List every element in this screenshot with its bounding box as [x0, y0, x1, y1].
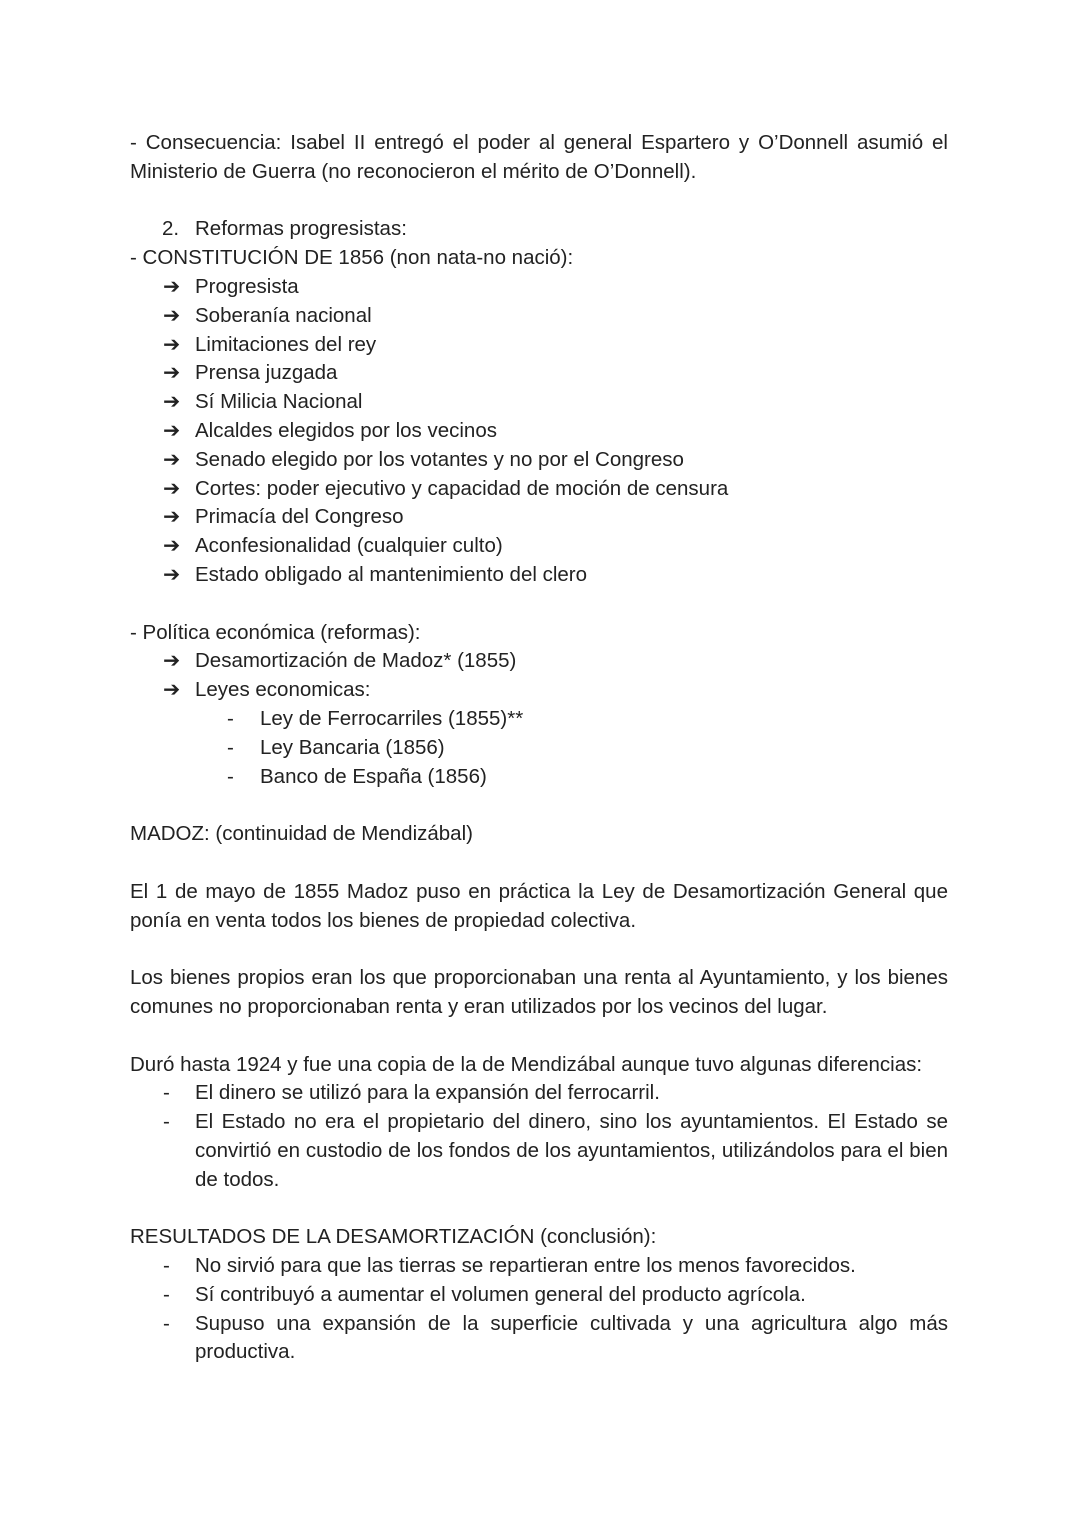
arrow-icon: ➔: [163, 562, 181, 586]
spacer: [130, 935, 948, 964]
list-item-text: No sirvió para que las tierras se repartieran entre los menos favorecidos.: [195, 1254, 856, 1278]
list-item: [130, 561, 948, 590]
list-item: [130, 359, 948, 388]
spacer: [130, 791, 948, 820]
economic-policy-heading: - Política económica (reformas):: [130, 620, 421, 644]
dash-bullet: -: [227, 764, 234, 788]
list-item-text: Limitaciones del rey: [195, 332, 377, 356]
dash-bullet: -: [163, 1254, 170, 1278]
list-item-text: Estado obligado al mantenimiento del clero: [195, 562, 588, 586]
section-title: Reformas progresistas:: [195, 217, 407, 241]
arrow-icon: ➔: [163, 534, 181, 558]
list-item: [130, 1108, 948, 1194]
arrow-icon: ➔: [163, 649, 181, 673]
list-item-text: Soberanía nacional: [195, 303, 372, 327]
arrow-icon: ➔: [163, 447, 181, 471]
list-item: [130, 532, 948, 561]
section-heading-reforms: [130, 215, 948, 244]
list-item-text: Alcaldes elegidos por los vecinos: [195, 418, 497, 442]
arrow-icon: ➔: [163, 476, 181, 500]
list-item-text: Aconfesionalidad (cualquier culto): [195, 534, 503, 558]
dash-bullet: -: [163, 1081, 170, 1105]
list-item: [130, 1310, 948, 1368]
list-item: [130, 1281, 948, 1310]
arrow-icon: ➔: [163, 274, 181, 298]
list-item: [130, 676, 948, 705]
list-item: [130, 475, 948, 504]
list-item-text: Progresista: [195, 274, 299, 298]
constitution-heading: - CONSTITUCIÓN DE 1856 (non nata-no nació):: [130, 246, 574, 270]
list-item: [130, 273, 948, 302]
list-item: [130, 734, 948, 763]
list-item: [130, 705, 948, 734]
list-item-text: Banco de España (1856): [260, 764, 487, 788]
spacer: [130, 187, 948, 216]
list-item-text: Senado elegido por los votantes y no por el Congreso: [195, 447, 684, 471]
arrow-icon: ➔: [163, 418, 181, 442]
list-item: [130, 417, 948, 446]
arrow-icon: ➔: [163, 505, 181, 529]
madoz-paragraph-2: Los bienes propios eran los que proporcionaban una renta al Ayuntamiento, y los bienes comunes no proporcionaban renta y eran utilizados por los vecinos del lugar.: [130, 966, 948, 1018]
list-item-text: El dinero se utilizó para la expansión del ferrocarril.: [195, 1081, 660, 1105]
list-item-text: Supuso una expansión de la superficie cultivada y una agricultura algo más productiva.: [195, 1311, 948, 1364]
economic-laws-list: [130, 705, 948, 791]
arrow-icon: ➔: [163, 332, 181, 356]
list-item-text: Sí contribuyó a aumentar el volumen general del producto agrícola.: [195, 1282, 806, 1306]
arrow-icon: ➔: [163, 303, 181, 327]
list-item: [130, 388, 948, 417]
list-item-text: Ley de Ferrocarriles (1855)**: [260, 706, 524, 730]
madoz-heading: MADOZ: (continuidad de Mendizábal): [130, 822, 473, 846]
list-item: [130, 763, 948, 792]
list-item: [130, 647, 948, 676]
list-item: [130, 1079, 948, 1108]
list-item-text: El Estado no era el propietario del dinero, sino los ayuntamientos. El Estado se convirtió en custodio de los fondos de los ayuntamientos, utilizándolos para el bien de todos.: [195, 1110, 948, 1191]
list-item-text: Primacía del Congreso: [195, 505, 404, 529]
list-item-text: Sí Milicia Nacional: [195, 390, 363, 414]
constitution-list: [130, 273, 948, 590]
madoz-paragraph-3: Duró hasta 1924 y fue una copia de la de Mendizábal aunque tuvo algunas diferencias:: [130, 1052, 923, 1076]
list-item: [130, 302, 948, 331]
consequence-paragraph: - Consecuencia: Isabel II entregó el poder al general Espartero y O’Donnell asumió el Ministerio de Guerra (no reconocieron el mérito de O’Donnell).: [130, 131, 948, 183]
dash-bullet: -: [163, 1282, 170, 1306]
dash-bullet: -: [163, 1110, 170, 1134]
spacer: [130, 1194, 948, 1223]
dash-bullet: -: [227, 706, 234, 730]
list-item-text: Cortes: poder ejecutivo y capacidad de moción de censura: [195, 476, 729, 500]
spacer: [130, 1022, 948, 1051]
document-page: [130, 129, 948, 1367]
list-item-text: Prensa juzgada: [195, 361, 338, 385]
dash-bullet: -: [163, 1311, 170, 1335]
list-item-text: Leyes economicas:: [195, 678, 371, 702]
spacer: [130, 849, 948, 878]
madoz-paragraph-1: El 1 de mayo de 1855 Madoz puso en práctica la Ley de Desamortización General que ponía en venta todos los bienes de propiedad colectiva.: [130, 879, 948, 932]
list-item-text: Ley Bancaria (1856): [260, 735, 445, 759]
list-item: [130, 503, 948, 532]
list-item: [130, 331, 948, 360]
differences-list: [130, 1079, 948, 1194]
list-item: [130, 1252, 948, 1281]
list-item-text: Desamortización de Madoz* (1855): [195, 649, 517, 673]
economic-list: [130, 647, 948, 705]
results-list: [130, 1252, 948, 1367]
arrow-icon: ➔: [163, 390, 181, 414]
section-number: 2.: [162, 217, 180, 241]
list-item: [130, 446, 948, 475]
arrow-icon: ➔: [163, 361, 181, 385]
arrow-icon: ➔: [163, 678, 181, 702]
results-heading: RESULTADOS DE LA DESAMORTIZACIÓN (conclusión):: [130, 1225, 657, 1249]
spacer: [130, 590, 948, 619]
dash-bullet: -: [227, 735, 234, 759]
